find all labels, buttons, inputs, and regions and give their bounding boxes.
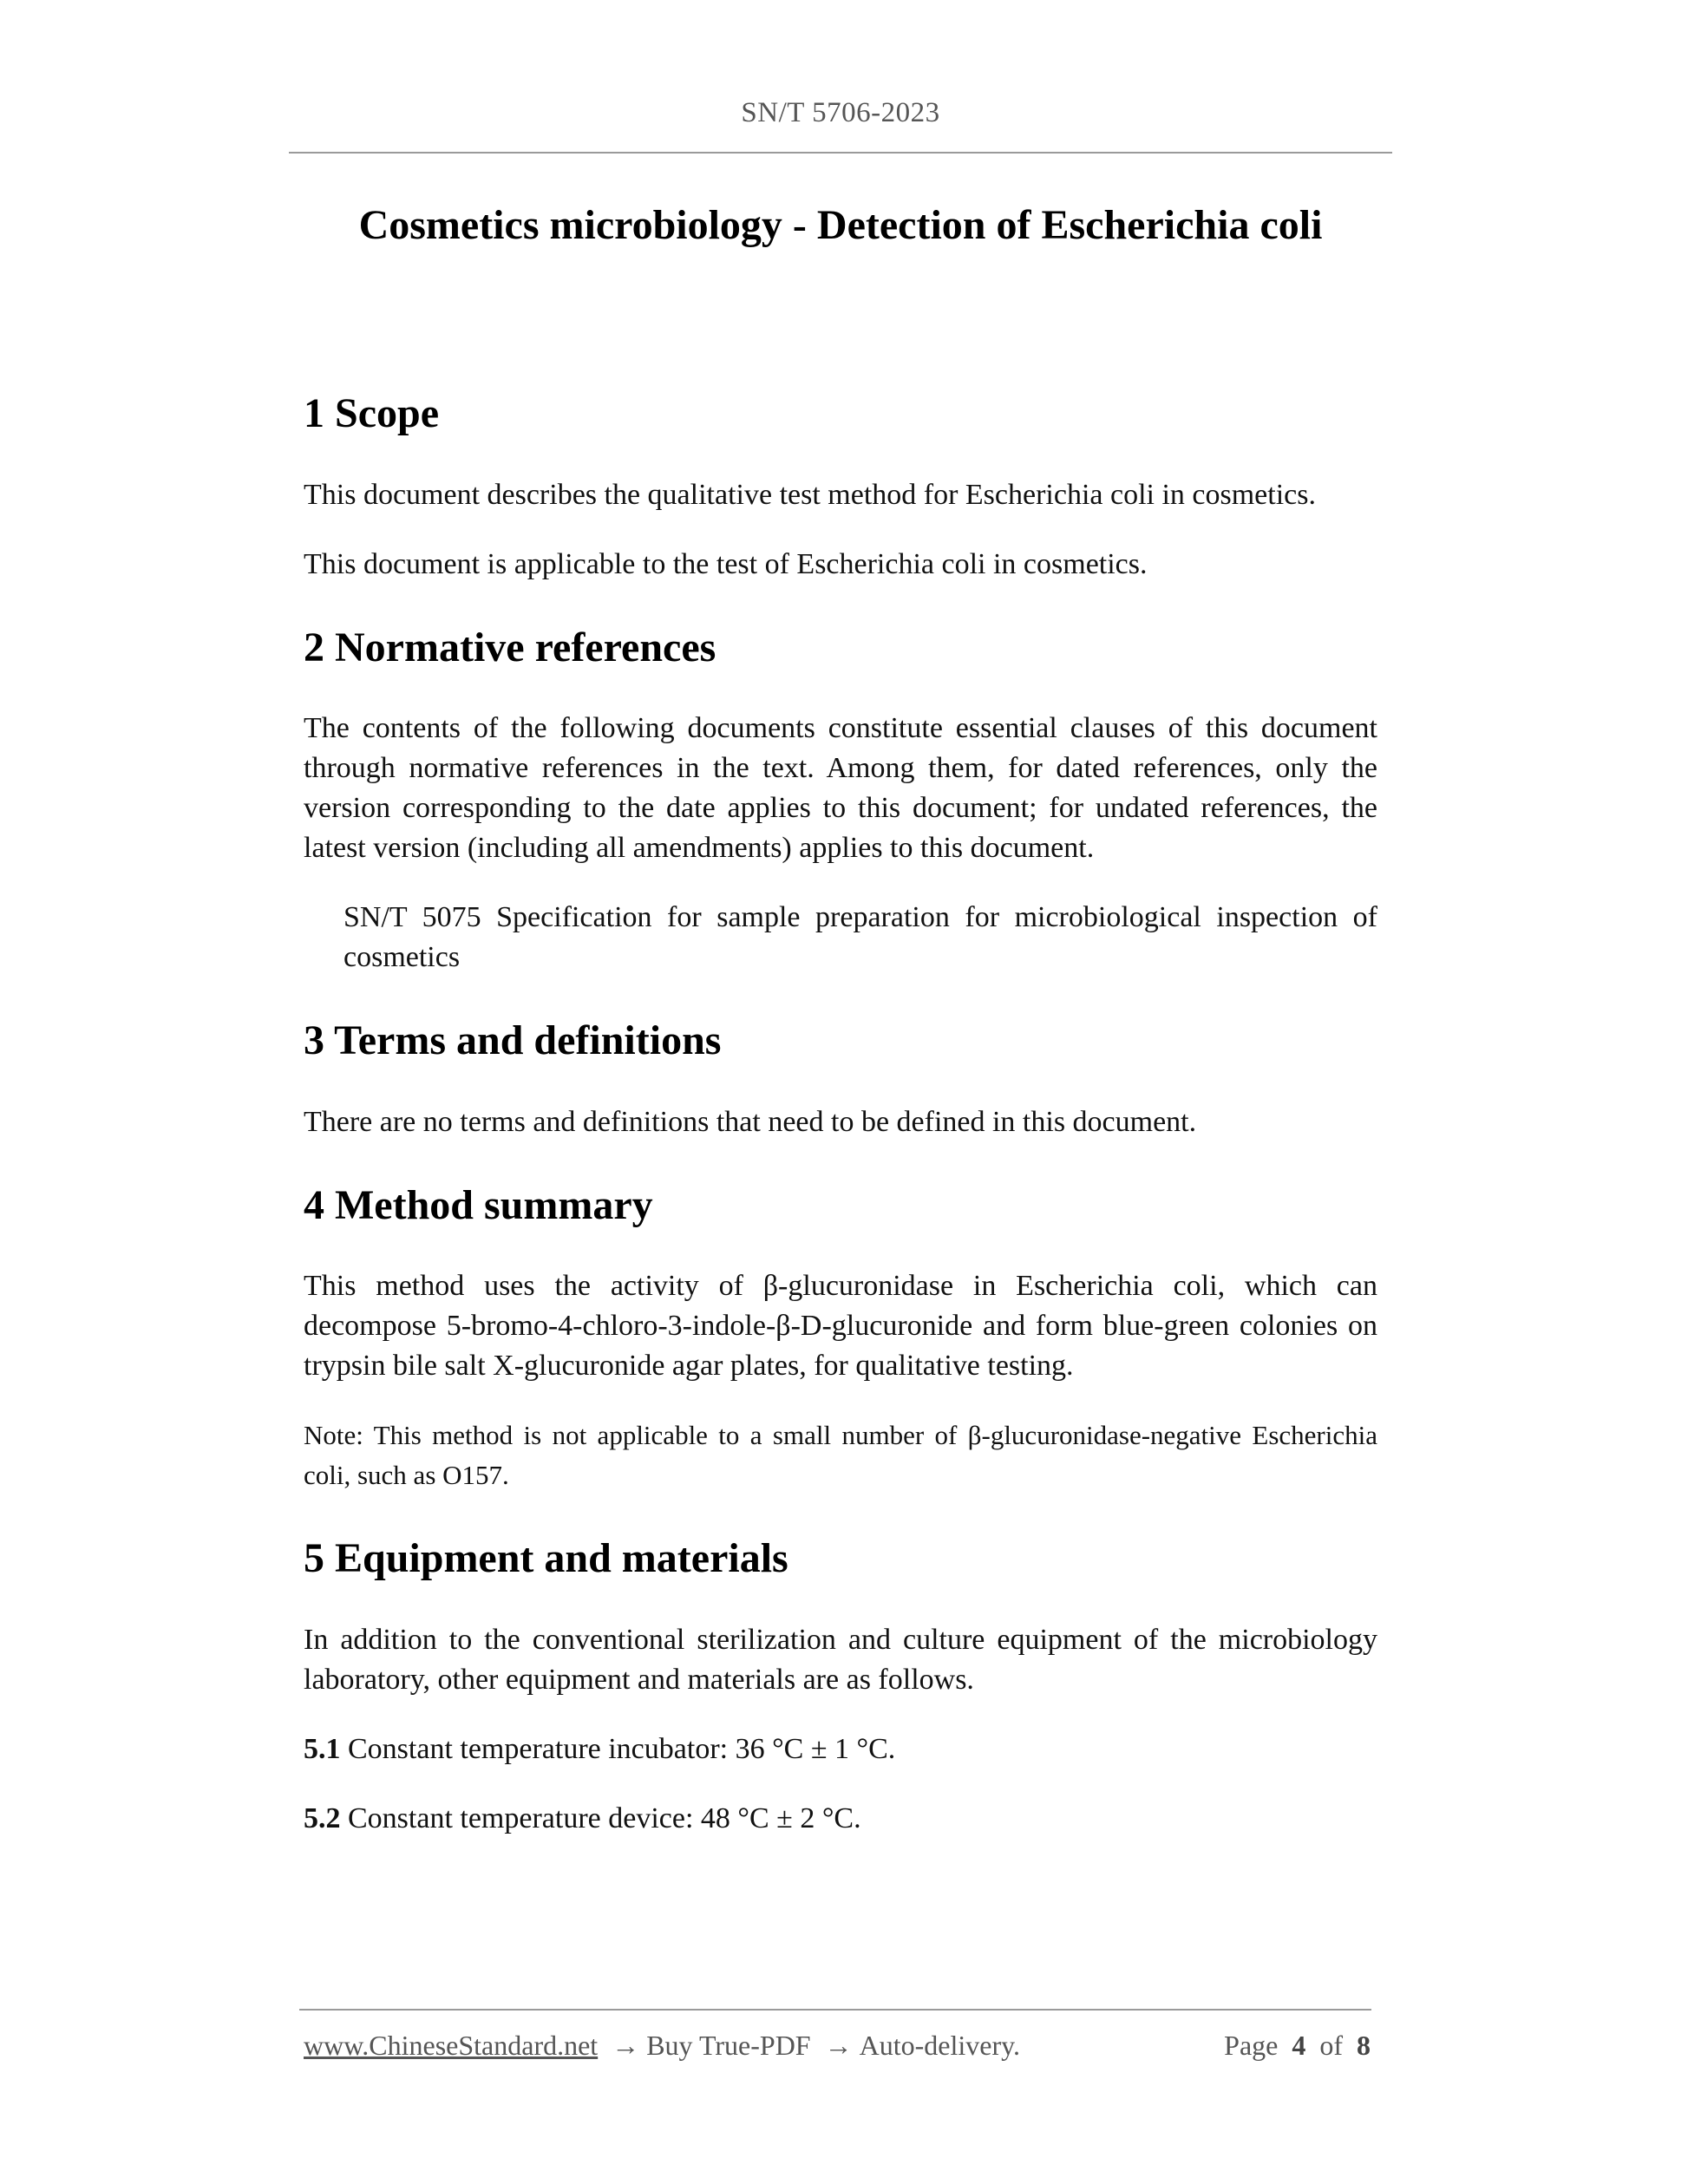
page-number <box>1224 2030 1371 2062</box>
normative-references-paragraph: The contents of the following documents constitute essential clauses of this document through normative references in the text. Among them, for dated references, only the version corresponding to the date applies to this document; for undated references, the latest version (including all amendments) applies to this document. <box>304 712 1377 865</box>
footer-buy-text: Buy True-PDF <box>646 2030 811 2061</box>
section-heading-equipment: 5 Equipment and materials <box>304 1535 788 1582</box>
section-heading-normative-references: 2 Normative references <box>304 624 716 670</box>
page-label: Page <box>1224 2030 1279 2061</box>
method-summary-paragraph: This method uses the activity of β-glucuronidase in Escherichia coli, which can decompose 5-bromo-4-chloro-3-indole-β-D-glucuronide and form blue-green colonies on trypsin bile salt X-glucuronide agar plates, for qualitative testing. <box>304 1270 1377 1383</box>
arrow-right-icon: → <box>824 2030 853 2061</box>
section-heading-method-summary: 4 Method summary <box>304 1181 653 1228</box>
footer-promo <box>304 2030 1020 2062</box>
header-divider <box>289 152 1392 154</box>
method-note: Note: This method is not applicable to a small number of β-glucuronidase-negative Escherichia coli, such as O157. <box>304 1420 1377 1491</box>
item-text: Constant temperature incubator: 36 °C ± 1 °C. <box>340 1732 896 1765</box>
scope-paragraph-2: This document is applicable to the test of Escherichia coli in cosmetics. <box>304 547 1148 580</box>
arrow-right-icon: → <box>612 2030 640 2061</box>
item-number: 5.2 <box>304 1801 341 1834</box>
of-label: of <box>1319 2030 1343 2061</box>
site-link[interactable]: www.ChineseStandard.net <box>304 2030 599 2061</box>
item-number: 5.1 <box>304 1732 341 1765</box>
normative-reference-item: SN/T 5075 Specification for sample preparation for microbiological inspection of cosmetics <box>343 901 1377 974</box>
page-current: 4 <box>1292 2030 1306 2061</box>
document-title: Cosmetics microbiology - Detection of Escherichia coli <box>358 202 1323 248</box>
section-heading-terms: 3 Terms and definitions <box>304 1017 722 1064</box>
footer-delivery-text: Auto-delivery. <box>859 2030 1021 2061</box>
equipment-item-5-2 <box>304 1799 1377 1839</box>
page-total: 8 <box>1357 2030 1371 2061</box>
document-body <box>304 382 1377 1839</box>
equipment-item-5-1 <box>304 1730 1377 1769</box>
item-text: Constant temperature device: 48 °C ± 2 °C. <box>340 1801 861 1834</box>
equipment-paragraph: In addition to the conventional sterilization and culture equipment of the microbiology laboratory, other equipment and materials are as follows. <box>304 1623 1377 1696</box>
footer-divider <box>299 2009 1371 2011</box>
page-footer <box>304 2030 1371 2062</box>
running-header: SN/T 5706-2023 <box>741 97 940 128</box>
scope-paragraph-1: This document describes the qualitative test method for Escherichia coli in cosmetics. <box>304 478 1316 511</box>
section-heading-scope: 1 Scope <box>304 390 439 436</box>
terms-paragraph: There are no terms and definitions that need to be defined in this document. <box>304 1105 1197 1138</box>
